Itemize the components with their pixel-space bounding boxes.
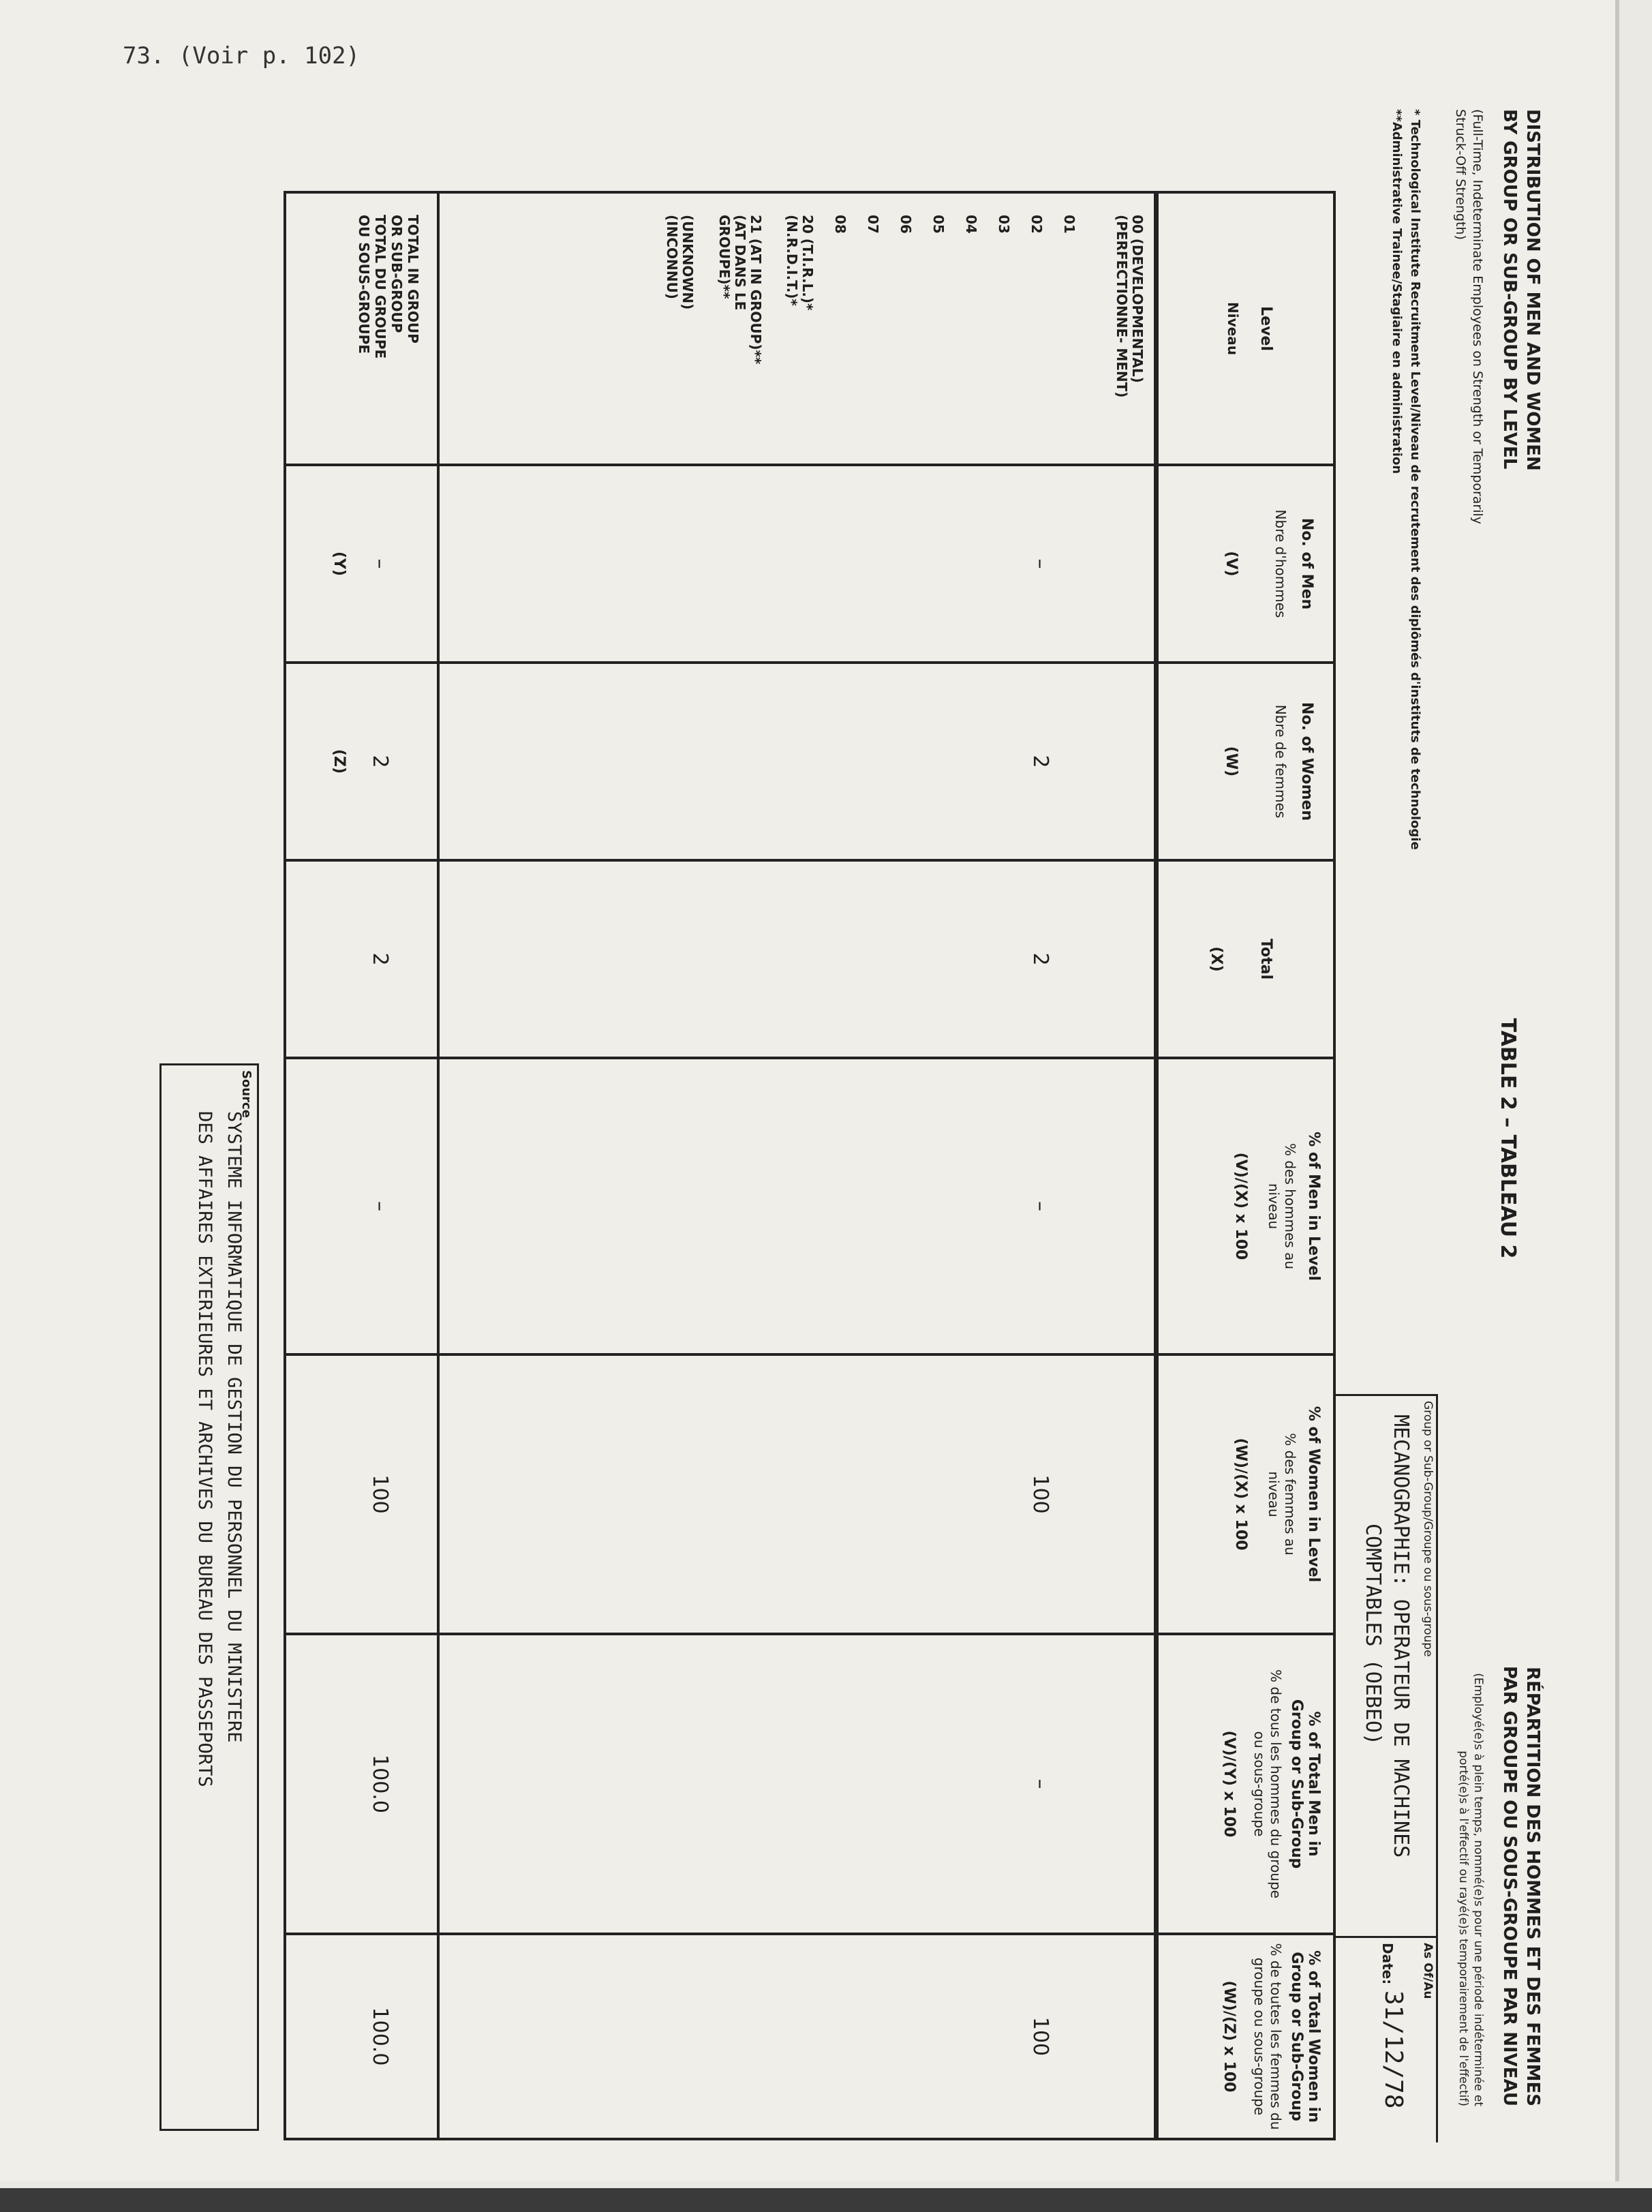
- level-label-02: 02: [1028, 215, 1045, 234]
- col-header-pct-total-men-fr: % de tous les hommes du groupe ou sous-groupe: [1251, 1669, 1284, 1898]
- level-label-05: 05: [930, 215, 947, 234]
- row-02-women: 2: [1028, 755, 1052, 768]
- col-header-pct-women-level-en: % of Women in Level: [1305, 1406, 1322, 1583]
- totals-pct-total-women: 100.0: [368, 2007, 392, 2066]
- row-02-total: 2: [1028, 952, 1052, 966]
- col-header-men-fr: Nbre d'hommes: [1272, 509, 1289, 618]
- row-02-pct-women-level: 100: [1028, 1474, 1052, 1514]
- level-label-00: 00 (DEVELOPMENTAL) (PERFECTIONNE- MENT): [1114, 215, 1146, 398]
- level-label-20: 20 (T.I.R.L.)* (N.R.D.I.T.)*: [784, 215, 816, 311]
- date-value: 31/12/78: [1379, 1990, 1407, 2109]
- title-fr-line1: RÉPARTITION DES HOMMES ET DES FEMMES: [1523, 1667, 1543, 2106]
- col-header-pct-total-men: [1221, 1635, 1322, 1933]
- col-header-pct-total-women-fr: % de toutes les femmes du groupe ou sous-groupe: [1251, 1943, 1284, 2130]
- totals-label-line4: OU SOUS-GROUPE: [356, 215, 372, 354]
- title-fr: [1497, 1547, 1544, 2106]
- subtitle-fr-line1: (Employé(e)s à plein temps, nommé(e)s pour une période indéterminée et: [1471, 1673, 1485, 2106]
- level-label-01: 01: [1061, 215, 1077, 234]
- col-header-pct-men-level-formula: (V)/(X) x 100: [1232, 1152, 1249, 1260]
- level-label-06: 06: [898, 215, 914, 234]
- title-en: [1497, 109, 1544, 471]
- col-header-pct-women-level-fr: % des femmes au niveau: [1266, 1433, 1298, 1556]
- col-header-men: [1223, 466, 1315, 661]
- subtitle-en: [1452, 109, 1486, 524]
- col-header-pct-total-women: [1221, 1935, 1322, 2138]
- col-header-pct-women-level: [1232, 1356, 1322, 1633]
- col-header-pct-total-women-en: % of Total Women in Group or Sub-Group: [1288, 1950, 1322, 2123]
- level-label-04: 04: [963, 215, 979, 234]
- row-02-men: –: [1028, 558, 1052, 569]
- level-label-21: 21 (AT IN GROUP)** (AT DANS LE GROUPE)**: [716, 215, 764, 365]
- col-header-pct-men-level: [1232, 1059, 1322, 1353]
- totals-label-line2: OR SUB-GROUP: [388, 215, 405, 333]
- date-prefix: Date:: [1379, 1943, 1396, 1985]
- table-title: TABLE 2 – TABLEAU 2: [1496, 1018, 1520, 1259]
- level-label-unknown: (UNKNOWN) (INCONNU): [664, 215, 696, 310]
- page-reference: 73. (Voir p. 102): [123, 42, 360, 70]
- subtitle-fr-line2: porté(e)s à l'effectif ou rayé(e)s temporairement de l'effectif): [1456, 1751, 1470, 2106]
- col-header-pct-men-level-fr: % des hommes au niveau: [1266, 1142, 1298, 1270]
- totals-men-symbol: (Y): [331, 551, 348, 577]
- subtitle-en-line2: Struck-Off Strength): [1453, 109, 1469, 240]
- col-header-pct-total-men-formula: (V)/(Y) x 100: [1221, 1730, 1238, 1838]
- row-02-pct-total-women: 100: [1028, 2016, 1052, 2057]
- col-header-total-formula: (X): [1208, 946, 1225, 972]
- group-value-line1: MECANOGRAPHIE: OPERATEUR DE MACHINES: [1389, 1414, 1413, 1858]
- subtitle-fr: [1456, 1534, 1486, 2106]
- level-label-08: 08: [832, 215, 848, 234]
- totals-men: –: [368, 558, 392, 569]
- group-value-line2: COMPTABLES (OEBEO): [1361, 1524, 1386, 1746]
- footnote-1: * Technological Institute Recruitment Level/Niveau de recrutement des diplômés d'instituts de technologie: [1408, 109, 1422, 850]
- group-value: [1359, 1414, 1414, 1858]
- col-header-pct-total-women-formula: (W)/(Z) x 100: [1221, 1980, 1238, 2093]
- totals-label-line1: TOTAL IN GROUP: [405, 215, 421, 344]
- source-text-line2: DES AFFAIRES EXTERIEURES ET ARCHIVES DU BUREAU DES PASSEPORTS: [194, 1111, 215, 1787]
- col-header-level: [1225, 194, 1274, 464]
- totals-women: 2: [368, 755, 392, 768]
- scan-edge: [0, 2188, 1652, 2212]
- level-label-07: 07: [865, 215, 881, 234]
- group-label: Group or Sub-Group/Groupe ou sous-groupe: [1421, 1401, 1435, 1657]
- source-text-line1: SYSTEME INFORMATIQUE DE GESTION DU PERSONNEL DU MINISTERE: [224, 1111, 245, 1743]
- subtitle-en-line1: (Full-Time, Indeterminate Employees on Strength or Temporarily: [1470, 109, 1485, 525]
- col-header-women-fr: Nbre de femmes: [1272, 704, 1289, 819]
- title-en-line1: DISTRIBUTION OF MEN AND WOMEN: [1523, 109, 1543, 471]
- totals-label: [356, 215, 421, 359]
- title-en-line2: BY GROUP OR SUB-GROUP BY LEVEL: [1499, 109, 1520, 470]
- title-fr-line2: PAR GROUPE OU SOUS-GROUPE PAR NIVEAU: [1499, 1665, 1520, 2106]
- col-header-pct-total-men-en: % of Total Men in Group or Sub-Group: [1288, 1699, 1322, 1869]
- totals-pct-women-level: 100: [368, 1474, 392, 1514]
- level-label-03: 03: [996, 215, 1012, 234]
- col-header-total-en: Total: [1257, 938, 1274, 980]
- col-header-women-en: No. of Women: [1298, 702, 1315, 821]
- col-header-pct-women-level-formula: (W)/(X) x 100: [1232, 1438, 1249, 1551]
- col-header-level-fr: Niveau: [1225, 302, 1241, 355]
- totals-total: 2: [368, 952, 392, 966]
- footnotes: [1388, 109, 1424, 850]
- source-text: [190, 1111, 249, 1787]
- col-header-women-formula: (W): [1223, 746, 1240, 777]
- source-label: Source: [239, 1070, 254, 1118]
- col-header-pct-men-level-en: % of Men in Level: [1305, 1132, 1322, 1281]
- footnote-2: **Administrative Trainee/Stagiaire en administration: [1390, 109, 1404, 474]
- date-label: As Of/Au: [1421, 1943, 1435, 1999]
- row-02-pct-men-level: –: [1028, 1201, 1052, 1211]
- col-header-women: [1223, 664, 1315, 859]
- col-header-level-en: Level: [1257, 306, 1274, 351]
- totals-women-symbol: (Z): [331, 748, 348, 774]
- col-header-men-formula: (V): [1223, 551, 1240, 577]
- row-02-pct-total-men: –: [1028, 1778, 1052, 1789]
- totals-pct-men-level: –: [368, 1201, 392, 1211]
- totals-label-line3: TOTAL DU GROUPE: [372, 215, 388, 359]
- col-header-total: [1208, 862, 1274, 1057]
- col-header-men-en: No. of Men: [1298, 517, 1315, 610]
- rotated-form: [75, 82, 1574, 2130]
- totals-pct-total-men: 100.0: [368, 1755, 392, 1813]
